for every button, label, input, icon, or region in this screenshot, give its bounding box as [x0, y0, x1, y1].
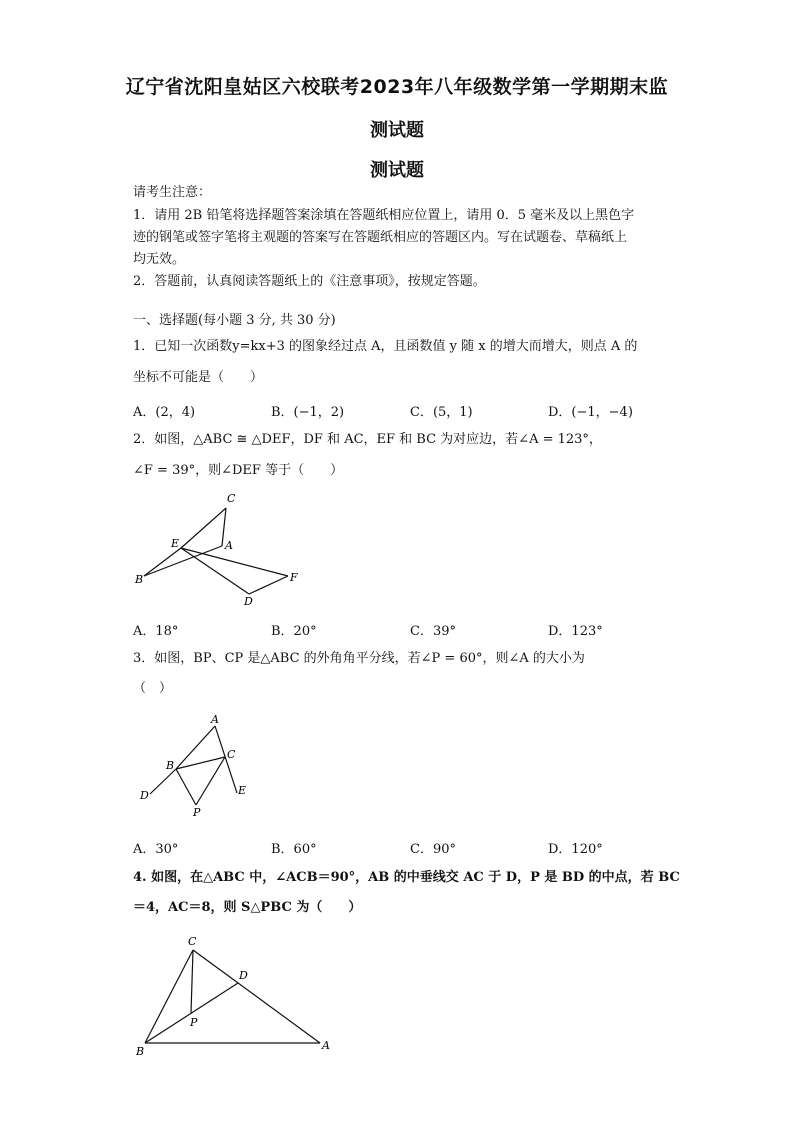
q1-option-c: C．(5，1) — [410, 405, 473, 420]
q1-option-b: B．(−1，2) — [271, 405, 345, 420]
q1-option-d: D．(−1，−4) — [548, 405, 633, 420]
q3-label-d: D — [140, 789, 149, 802]
q2-text-line1: 2．如图，△ABC ≅ △DEF，DF 和 AC，EF 和 BC 为对应边，若∠A = 123°， — [133, 432, 602, 447]
notice-heading: 请考生注意： — [133, 185, 212, 200]
q4-figure — [130, 930, 342, 1062]
q2-figure — [130, 488, 310, 610]
notice-line4: 2．答题前，认真阅读答题纸上的《注意事项》，按规定答题。 — [133, 274, 486, 289]
q3-segment-bc — [176, 757, 225, 769]
q3-segment-bp — [176, 769, 196, 805]
q2-segment-ce — [181, 508, 226, 548]
notice-line2: 迹的钢笔或签字笔将主观题的答案写在答题纸相应的答题区内。写在试题卷、草稿纸上 — [133, 230, 628, 245]
q4-text-line2: ＝4，AC＝8，则 S△PBC 为（ ） — [133, 900, 362, 915]
q3-text-line1: 3．如图，BP、CP 是△ABC 的外角角平分线，若∠P = 60°，则∠A 的大小为 — [133, 651, 585, 666]
q1-text-line2: 坐标不可能是（ ） — [133, 370, 264, 385]
exam-title-line3: 测试题 — [370, 160, 424, 181]
q1-option-a: A．(2，4) — [133, 405, 196, 420]
q3-option-d: D．120° — [548, 842, 603, 857]
q3-label-a: A — [211, 713, 219, 726]
q2-label-a: A — [225, 539, 233, 552]
q3-figure — [134, 712, 254, 822]
q4-label-p: P — [190, 1016, 198, 1029]
q2-segment-df — [249, 576, 288, 594]
q4-label-c: C — [188, 935, 197, 948]
q2-segment-eb — [144, 548, 181, 576]
q4-segment-cb — [145, 950, 193, 1043]
q4-label-b: B — [136, 1045, 145, 1058]
section-heading: 一、选择题(每小题 3 分, 共 30 分) — [133, 313, 336, 328]
q3-label-p: P — [193, 806, 201, 819]
q2-label-d: D — [244, 595, 253, 608]
q2-label-f: F — [290, 571, 298, 584]
q3-segment-ab — [176, 726, 215, 769]
exam-title-line2: 测试题 — [370, 120, 424, 141]
q2-segment-ed — [181, 548, 249, 594]
q2-label-e: E — [171, 537, 180, 550]
q4-segment-cp — [191, 950, 193, 1013]
q3-label-b: B — [166, 759, 175, 772]
q3-option-b: B．60° — [271, 842, 317, 857]
q2-text-line2: ∠F = 39°，则∠DEF 等于（ ） — [133, 463, 344, 478]
q3-segment-cp — [196, 757, 225, 805]
q2-segment-ab — [144, 546, 222, 576]
q2-segment-ef — [181, 548, 288, 576]
exam-title-line1: 辽宁省沈阳皇姑区六校联考2023年八年级数学第一学期期末监 — [125, 76, 669, 98]
q3-label-c: C — [227, 748, 236, 761]
q3-label-e: E — [238, 784, 247, 797]
q2-option-d: D．123° — [548, 624, 603, 639]
q2-option-a: A．18° — [133, 624, 179, 639]
q4-text-line1: 4. 如图，在△ABC 中，∠ACB＝90°，AB 的中垂线交 AC 于 D，P 是 BD 的中点，若 BC — [133, 870, 680, 885]
q3-option-c: C．90° — [410, 842, 456, 857]
q2-label-c: C — [227, 492, 236, 505]
q3-segment-bd — [150, 769, 176, 794]
q2-label-b: B — [135, 573, 144, 586]
q4-segment-ca — [193, 950, 320, 1043]
notice-line3: 均无效。 — [133, 252, 186, 267]
q2-option-b: B．20° — [271, 624, 317, 639]
q3-option-a: A．30° — [133, 842, 179, 857]
q1-text-line1: 1．已知一次函数y=kx+3 的图象经过点 A，且函数值 y 随 x 的增大而增大，则点 A 的 — [133, 339, 638, 354]
q3-text-line2: （ ） — [133, 681, 173, 696]
q4-label-d: D — [239, 969, 248, 982]
q2-option-c: C．39° — [410, 624, 456, 639]
q4-label-a: A — [322, 1039, 330, 1052]
notice-line1: 1．请用 2B 铅笔将选择题答案涂填在答题纸相应位置上，请用 0．5 毫米及以上黑色字 — [133, 208, 635, 223]
